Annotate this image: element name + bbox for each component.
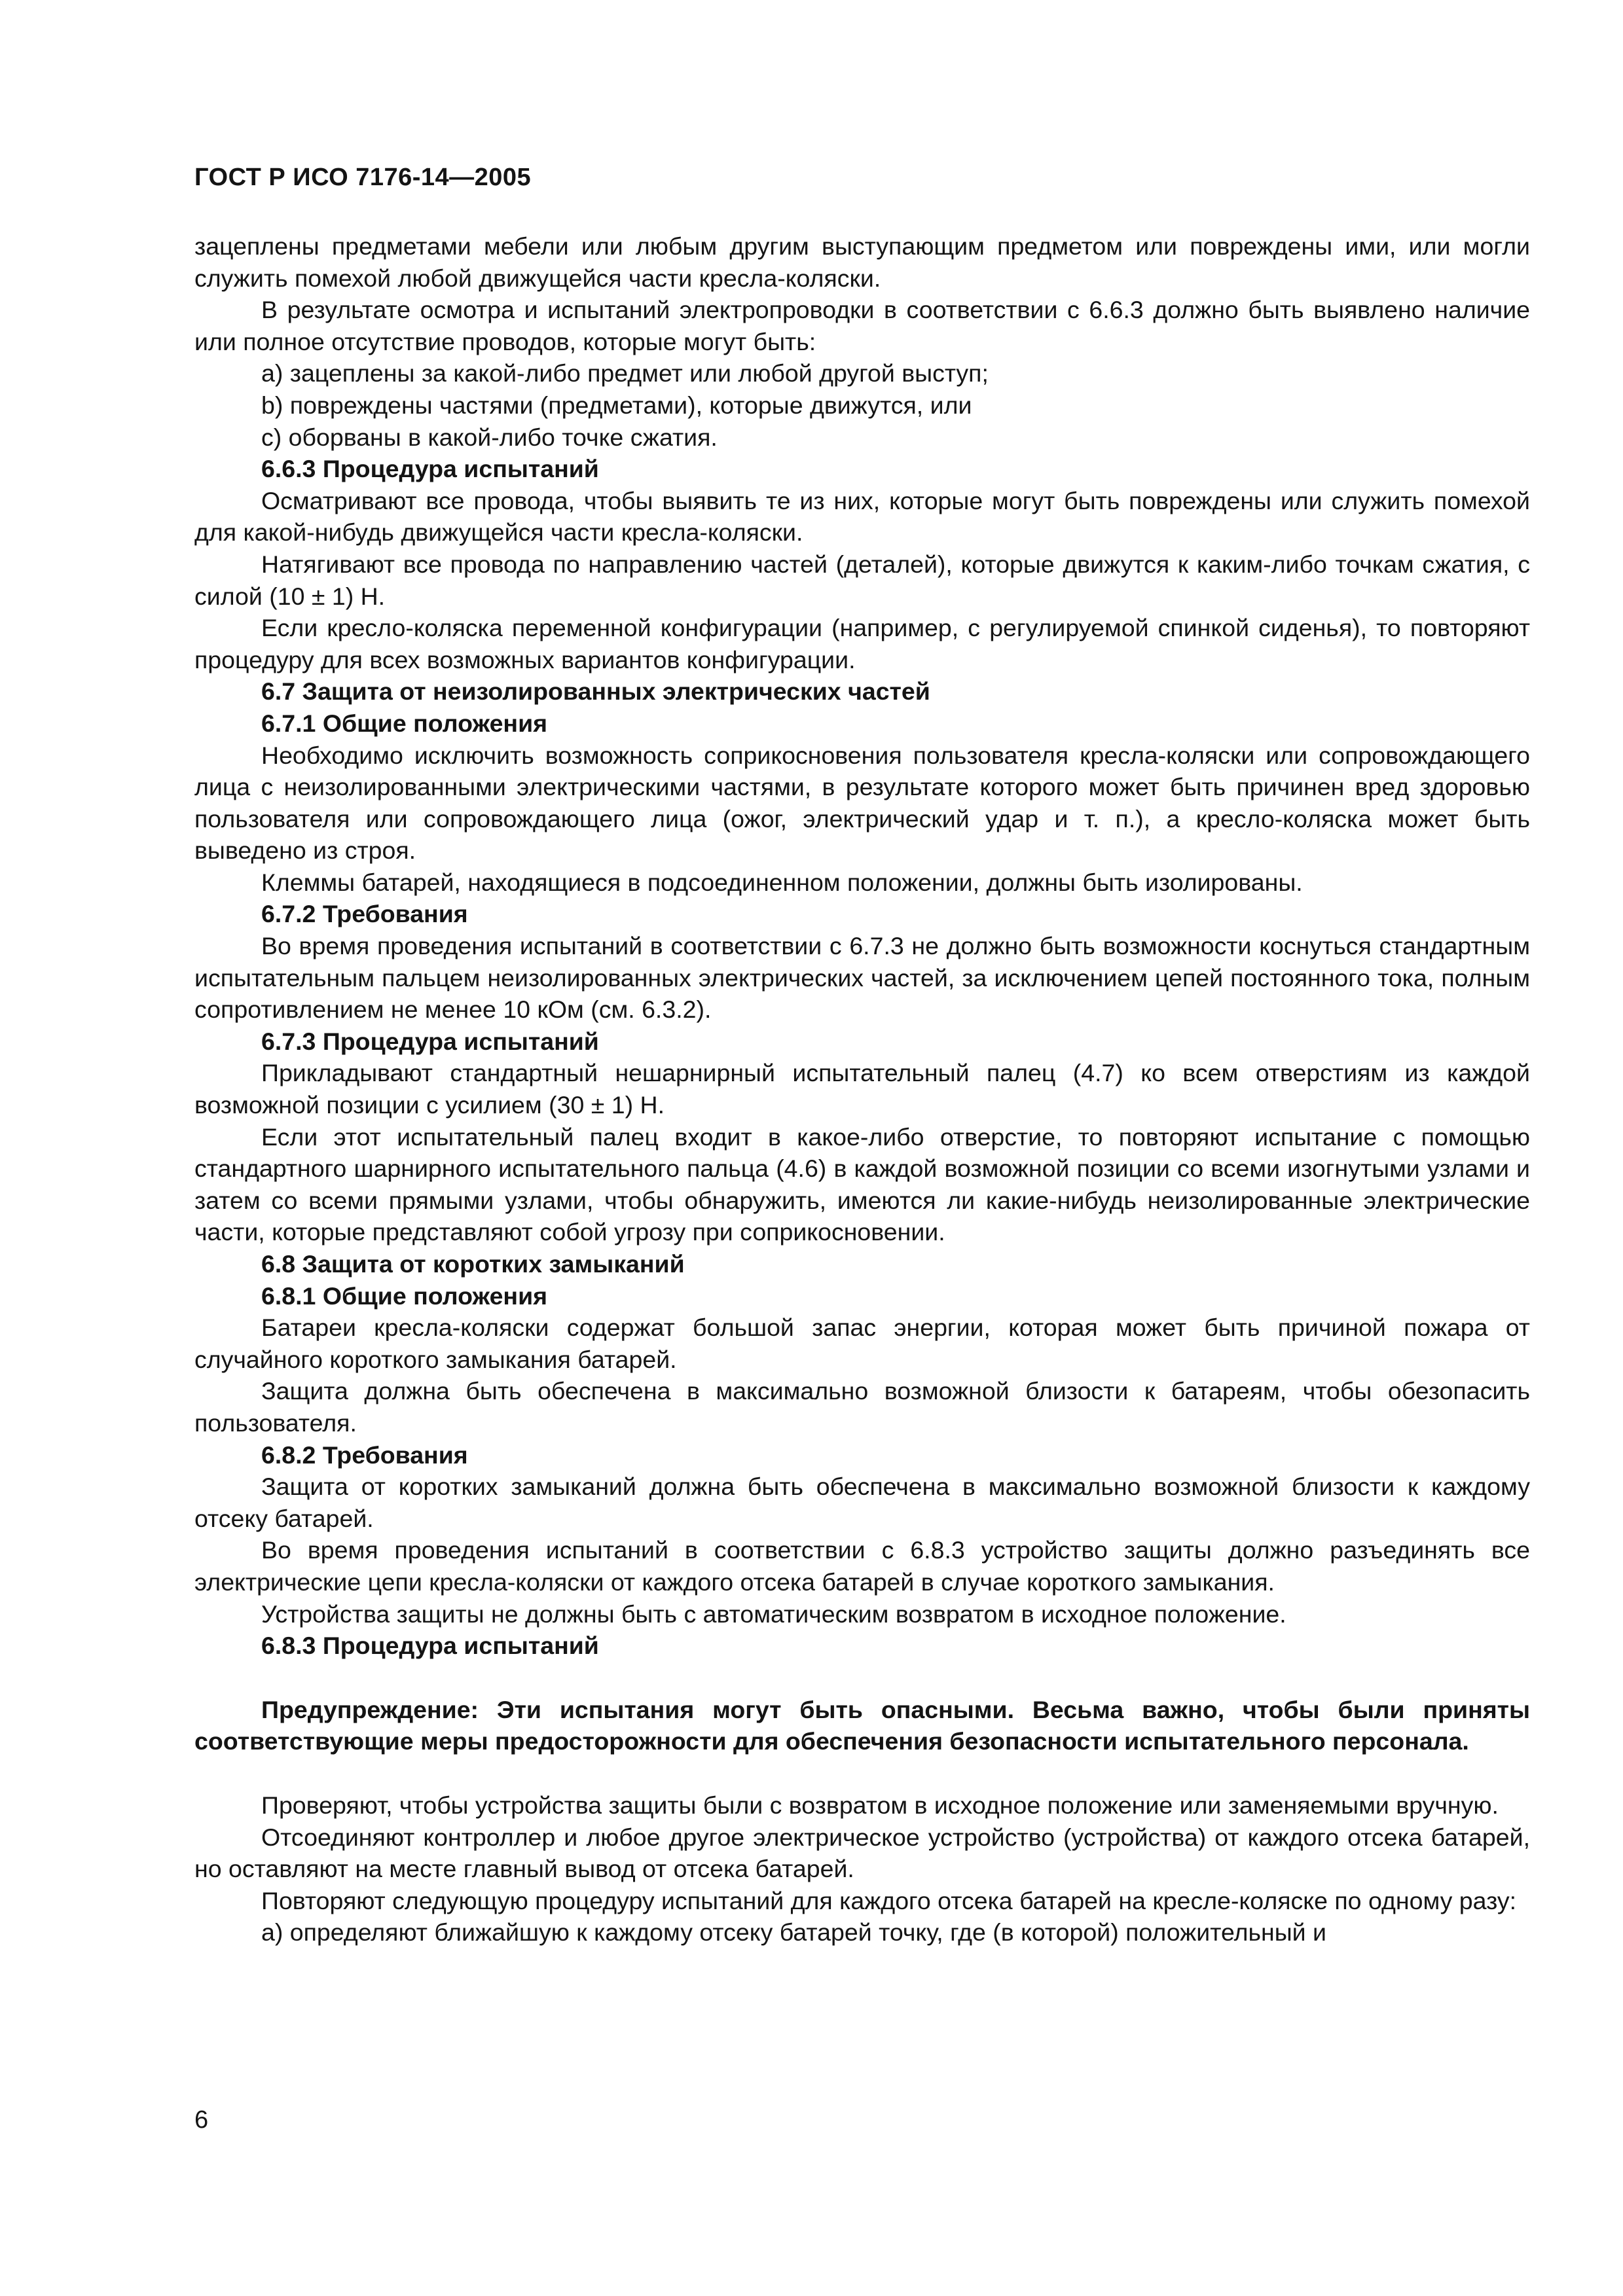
section-heading: 6.6.3 Процедура испытаний — [261, 455, 599, 483]
list-item: a) зацеплены за какой-либо предмет или любой другой выступ; — [261, 359, 989, 387]
paragraph: Проверяют, чтобы устройства защиты были с возвратом в исходное положение или заменяемыми вручную. — [261, 1791, 1499, 1819]
section-heading: 6.7.3 Процедура испытаний — [261, 1027, 599, 1055]
document-header: ГОСТ Р ИСО 7176-14—2005 — [194, 164, 532, 191]
paragraph: Во время проведения испытаний в соответствии с 6.7.3 не должно быть возможности коснуться стандартным испытательным пальцем неизолированных электрических частей, за исключением цепей постоянного тока, полным сопротивлением не менее 10 кОм (см. 6.3.2). — [194, 932, 1530, 1024]
list-item: c) оборваны в какой-либо точке сжатия. — [261, 423, 718, 451]
paragraph: Батареи кресла-коляски содержат большой запас энергии, которая может быть причиной пожара от случайного короткого замыкания батарей. — [194, 1314, 1530, 1373]
section-heading: 6.8.3 Процедура испытаний — [261, 1632, 599, 1660]
paragraph: Во время проведения испытаний в соответствии с 6.8.3 устройство защиты должно разъединять все электрические цепи кресла-коляски от каждого отсека батарей в случае короткого замыкания. — [194, 1536, 1530, 1596]
section-heading: 6.7.1 Общие положения — [261, 709, 548, 737]
paragraph: Осматривают все провода, чтобы выявить те из них, которые могут быть повреждены или служить помехой для какой-нибудь движущейся части кресла-коляски. — [194, 486, 1530, 547]
paragraph: Необходимо исключить возможность соприкосновения пользователя кресла-коляски или сопровождающего лица с неизолированными электрическими частями, в результате которого может быть причинен вред здоровью пользователя или сопровождающего лица (ожог, электрический удар и т. п.), а кресло-коляска может быть выведено из строя. — [194, 741, 1530, 865]
paragraph: Защита должна быть обеспечена в максимально возможной близости к батареям, чтобы обезопасить пользователя. — [194, 1377, 1530, 1437]
paragraph: Натягивают все провода по направлению частей (деталей), которые движутся к каким-либо точкам сжатия, с силой (10 ± 1) Н. — [194, 550, 1530, 610]
paragraph: Устройства защиты не должны быть с автоматическим возвратом в исходное положение. — [261, 1600, 1286, 1628]
paragraph: Если кресло-коляска переменной конфигурации (например, с регулируемой спинкой сиденья), то повторяют процедуру для всех возможных вариантов конфигурации. — [194, 614, 1530, 673]
section-heading: 6.8.2 Требования — [261, 1441, 468, 1469]
paragraph: Отсоединяют контроллер и любое другое электрическое устройство (устройства) от каждого отсека батарей, но оставляют на месте главный вывод от отсека батарей. — [194, 1823, 1530, 1883]
paragraph: Повторяют следующую процедуру испытаний для каждого отсека батарей на кресле-коляске по одному разу: — [261, 1886, 1517, 1914]
section-heading: 6.7 Защита от неизолированных электрических частей — [261, 677, 930, 706]
list-item: b) повреждены частями (предметами), которые движутся, или — [261, 391, 972, 419]
paragraph: В результате осмотра и испытаний электропроводки в соответствии с 6.6.3 должно быть выявлено наличие или полное отсутствие проводов, которые могут быть: — [194, 296, 1530, 355]
paragraph: Прикладывают стандартный нешарнирный испытательный палец (4.7) ко всем отверстиям из каждой возможной позиции с усилием (30 ± 1) Н. — [194, 1059, 1530, 1119]
section-heading: 6.8 Защита от коротких замыканий — [261, 1250, 685, 1278]
paragraph: Защита от коротких замыканий должна быть обеспечена в максимально возможной близости к каждому отсеку батарей. — [194, 1473, 1530, 1532]
paragraph: Если этот испытательный палец входит в какое-либо отверстие, то повторяют испытание с помощью стандартного шарнирного испытательного пальца (4.6) в каждой возможной позиции со всеми изогнутыми узлами и затем со всеми прямыми узлами, чтобы обнаружить, имеются ли какие-нибудь неизолированные электрические части, которые представляют собой угрозу при соприкосновении. — [194, 1122, 1530, 1246]
document-body — [194, 230, 1530, 1948]
warning-paragraph: Предупреждение: Эти испытания могут быть опасными. Весьма важно, чтобы были приняты соответствующие меры предосторожности для обеспечения безопасности испытательного персонала. — [194, 1695, 1530, 1755]
paragraph: Клеммы батарей, находящиеся в подсоединенном положении, должны быть изолированы. — [261, 868, 1303, 896]
paragraph: зацеплены предметами мебели или любым другим выступающим предметом или повреждены ими, или могли служить помехой любой движущейся части кресла-коляски. — [194, 232, 1530, 292]
section-heading: 6.7.2 Требования — [261, 900, 468, 928]
page-number: 6 — [194, 2106, 209, 2134]
list-item: a) определяют ближайшую к каждому отсеку батарей точку, где (в которой) положительный и — [261, 1918, 1326, 1946]
section-heading: 6.8.1 Общие положения — [261, 1282, 548, 1310]
